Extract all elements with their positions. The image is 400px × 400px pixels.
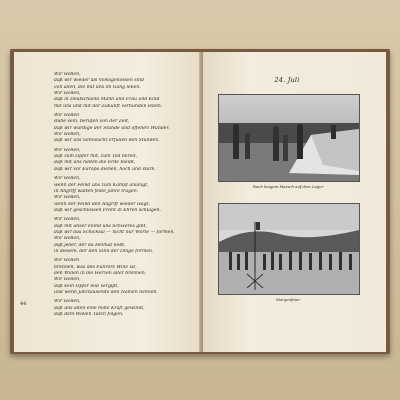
photo-caption-bottom: Morgenfeier bbox=[275, 297, 301, 302]
date-heading: 24. Juli bbox=[274, 76, 300, 84]
poem-line: Wir wollen, bbox=[54, 299, 81, 305]
poem-line: daß jeder, der da Heimat liebt, bbox=[54, 242, 126, 248]
page-number: 44 bbox=[20, 301, 27, 307]
poem-line: daß kein Opfer leid vergißt, bbox=[54, 283, 119, 289]
poem-line: in Angriff walten feste Jahre tragen. bbox=[54, 188, 139, 194]
formation-with-flag-photo bbox=[218, 203, 360, 295]
poem-line: daß wir geschlossen Front in Ehren schlagen. bbox=[54, 207, 162, 213]
poem-line: Wir wollen, bbox=[54, 91, 81, 97]
poem-line: Wir wollen, bbox=[54, 195, 81, 201]
poem-line: Wir wollen, bbox=[54, 72, 81, 77]
poem-line: Wir wollen, bbox=[54, 176, 81, 182]
poem-line: daß wir wieder als Volksgenossen sind bbox=[54, 78, 144, 84]
poem-line: Wir wollen bbox=[54, 113, 80, 119]
poem-line: wenn der Feind den Angriff wieder wagt, bbox=[54, 201, 150, 207]
poem-text bbox=[54, 72, 194, 318]
poem-line: daß zum Opfer mit, zum Tod bereit, bbox=[54, 154, 138, 160]
poem-line: wenn der Feind uns zum Kampf anlangt, bbox=[54, 182, 149, 188]
poem-line: daß wir vor Europa dienen, hoch und stark. bbox=[54, 166, 156, 172]
poem-line: Wir wollen, bbox=[54, 147, 81, 153]
poem-line: Ruhe sein, berufen von der Zeit, bbox=[54, 119, 130, 125]
poem-line: daß in Deutschland Mann und Frau und Kind bbox=[54, 97, 160, 103]
poem-line: Wir wollen, bbox=[54, 132, 81, 138]
poem-line: daß mit uns halten die Erde bleibt, bbox=[54, 160, 136, 166]
poem-line: Wir wollen, bbox=[54, 217, 81, 223]
photo-caption-top: Nach langem Marsch auf dem Lager bbox=[252, 184, 324, 189]
poem-line: in diesem, der den Sinn der Dinge formen. bbox=[54, 248, 154, 254]
poem-line: daß uns allen eine hohe Kraft gewinnt, bbox=[54, 305, 145, 311]
poem-line: und wenn Jahrtausende den Namen nennen. bbox=[54, 290, 158, 295]
tents-and-soldiers-photo bbox=[218, 94, 360, 182]
poem-line: Wir wollen bbox=[54, 258, 80, 264]
poem-line: daß wir würdige der Stunde und offenen Wunder. bbox=[54, 125, 170, 131]
poem-line: daß wir das Schicksal — nicht nur Worte — formen. bbox=[54, 229, 175, 235]
poem-line: daß mit unser Feind uns Schweres gibt, bbox=[54, 223, 147, 229]
poem-line: Wir wollen, bbox=[54, 236, 81, 242]
poem-line: den Willen in die Herzen aller brennen. bbox=[54, 270, 147, 276]
poem-line: mit uns und mit der Zukunft verbunden leben. bbox=[54, 103, 163, 109]
poem-line: brennen, was des Führers Wille ist, bbox=[54, 264, 137, 270]
poem-line: Wir wollen, bbox=[54, 277, 81, 283]
poem-line: daß dem Wollen Taten folgen. bbox=[54, 312, 124, 318]
poem-line: von allen, die mit uns im Gang leben. bbox=[54, 84, 141, 90]
poem-line: daß wir uns Sehnsucht erfüllen den Stunden. bbox=[54, 138, 160, 144]
